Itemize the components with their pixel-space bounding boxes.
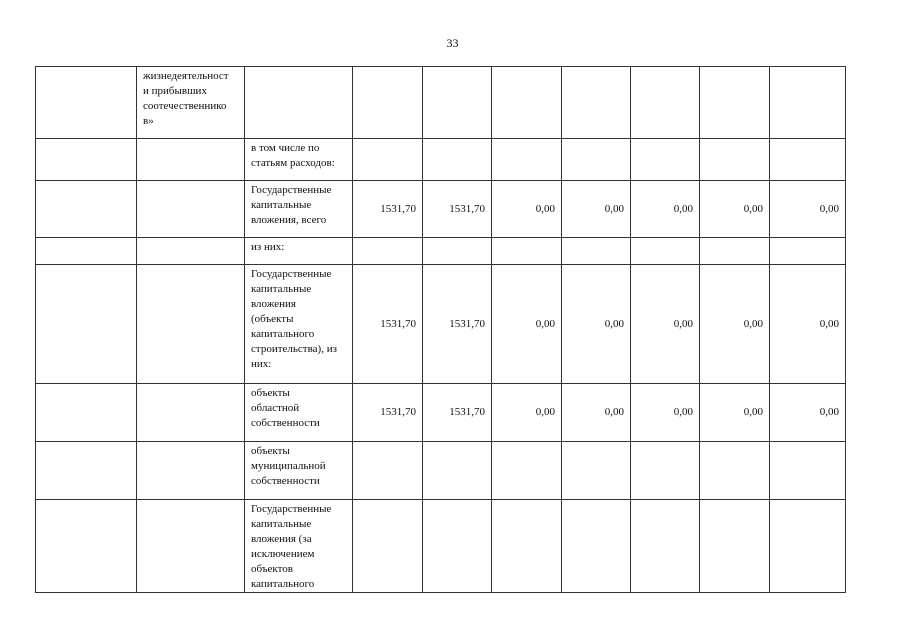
cell-value xyxy=(492,238,562,265)
cell-value: 0,00 xyxy=(492,181,562,238)
table-row xyxy=(36,384,846,442)
cell-value xyxy=(353,238,423,265)
cell-value: 1531,70 xyxy=(353,265,423,384)
cell-value xyxy=(562,67,631,139)
cell-code xyxy=(36,181,137,238)
table-row xyxy=(36,265,846,384)
table-row xyxy=(36,139,846,181)
table-row xyxy=(36,67,846,139)
cell-value xyxy=(631,67,700,139)
cell-expense-label: в том числе по статьям расходов: xyxy=(245,139,353,181)
cell-value xyxy=(631,442,700,500)
cell-value xyxy=(700,139,770,181)
table-row xyxy=(36,238,846,265)
cell-value xyxy=(770,67,846,139)
cell-code xyxy=(36,67,137,139)
cell-value: 1531,70 xyxy=(423,384,492,442)
table-row xyxy=(36,500,846,593)
cell-value: 0,00 xyxy=(700,384,770,442)
cell-value: 0,00 xyxy=(492,265,562,384)
cell-value: 0,00 xyxy=(770,265,846,384)
cell-value: 0,00 xyxy=(631,181,700,238)
page-number: 33 xyxy=(446,36,459,50)
cell-value xyxy=(492,67,562,139)
table-row xyxy=(36,442,846,500)
cell-program-name xyxy=(137,442,245,500)
cell-value: 0,00 xyxy=(562,384,631,442)
cell-expense-label xyxy=(245,67,353,139)
cell-code xyxy=(36,139,137,181)
cell-value xyxy=(423,238,492,265)
cell-expense-label: Государственные капитальные вложения (объекты капитального строительства), из них: xyxy=(245,265,353,384)
cell-value xyxy=(353,139,423,181)
cell-value xyxy=(353,67,423,139)
cell-value xyxy=(700,67,770,139)
cell-value xyxy=(353,442,423,500)
cell-value xyxy=(423,67,492,139)
cell-program-name xyxy=(137,500,245,593)
cell-program-name xyxy=(137,181,245,238)
cell-value xyxy=(770,238,846,265)
cell-value xyxy=(770,500,846,593)
cell-value xyxy=(700,238,770,265)
cell-value xyxy=(492,500,562,593)
cell-value: 0,00 xyxy=(562,181,631,238)
cell-value: 1531,70 xyxy=(353,181,423,238)
cell-program-name xyxy=(137,265,245,384)
cell-expense-label: Государственные капитальные вложения, всего xyxy=(245,181,353,238)
cell-code xyxy=(36,384,137,442)
cell-value xyxy=(562,139,631,181)
cell-value xyxy=(562,500,631,593)
cell-value: 0,00 xyxy=(700,265,770,384)
cell-value xyxy=(631,139,700,181)
cell-expense-label: объекты областной собственности xyxy=(245,384,353,442)
cell-value xyxy=(700,442,770,500)
cell-value xyxy=(631,500,700,593)
cell-value xyxy=(492,139,562,181)
cell-program-name xyxy=(137,384,245,442)
cell-value: 0,00 xyxy=(492,384,562,442)
cell-expense-label: объекты муниципальной собственности xyxy=(245,442,353,500)
cell-value xyxy=(423,442,492,500)
cell-value: 1531,70 xyxy=(423,265,492,384)
cell-value: 0,00 xyxy=(562,265,631,384)
budget-table xyxy=(35,66,846,593)
cell-value xyxy=(631,238,700,265)
cell-value xyxy=(562,442,631,500)
cell-expense-label: Государственные капитальные вложения (за исключением объектов капитального xyxy=(245,500,353,593)
cell-value xyxy=(562,238,631,265)
cell-value: 0,00 xyxy=(700,181,770,238)
cell-expense-label: из них: xyxy=(245,238,353,265)
cell-value xyxy=(423,139,492,181)
cell-code xyxy=(36,265,137,384)
cell-value: 0,00 xyxy=(770,181,846,238)
cell-value xyxy=(770,139,846,181)
cell-value xyxy=(492,442,562,500)
cell-program-name xyxy=(137,139,245,181)
cell-code xyxy=(36,500,137,593)
cell-value xyxy=(770,442,846,500)
cell-value: 0,00 xyxy=(631,265,700,384)
cell-value: 1531,70 xyxy=(353,384,423,442)
cell-value xyxy=(353,500,423,593)
cell-value: 1531,70 xyxy=(423,181,492,238)
cell-code xyxy=(36,442,137,500)
cell-value: 0,00 xyxy=(631,384,700,442)
cell-program-name: жизнедеятельност и прибывших соотечественнико в» xyxy=(137,67,245,139)
cell-value: 0,00 xyxy=(770,384,846,442)
cell-code xyxy=(36,238,137,265)
table-row xyxy=(36,181,846,238)
cell-program-name xyxy=(137,238,245,265)
cell-value xyxy=(423,500,492,593)
cell-value xyxy=(700,500,770,593)
